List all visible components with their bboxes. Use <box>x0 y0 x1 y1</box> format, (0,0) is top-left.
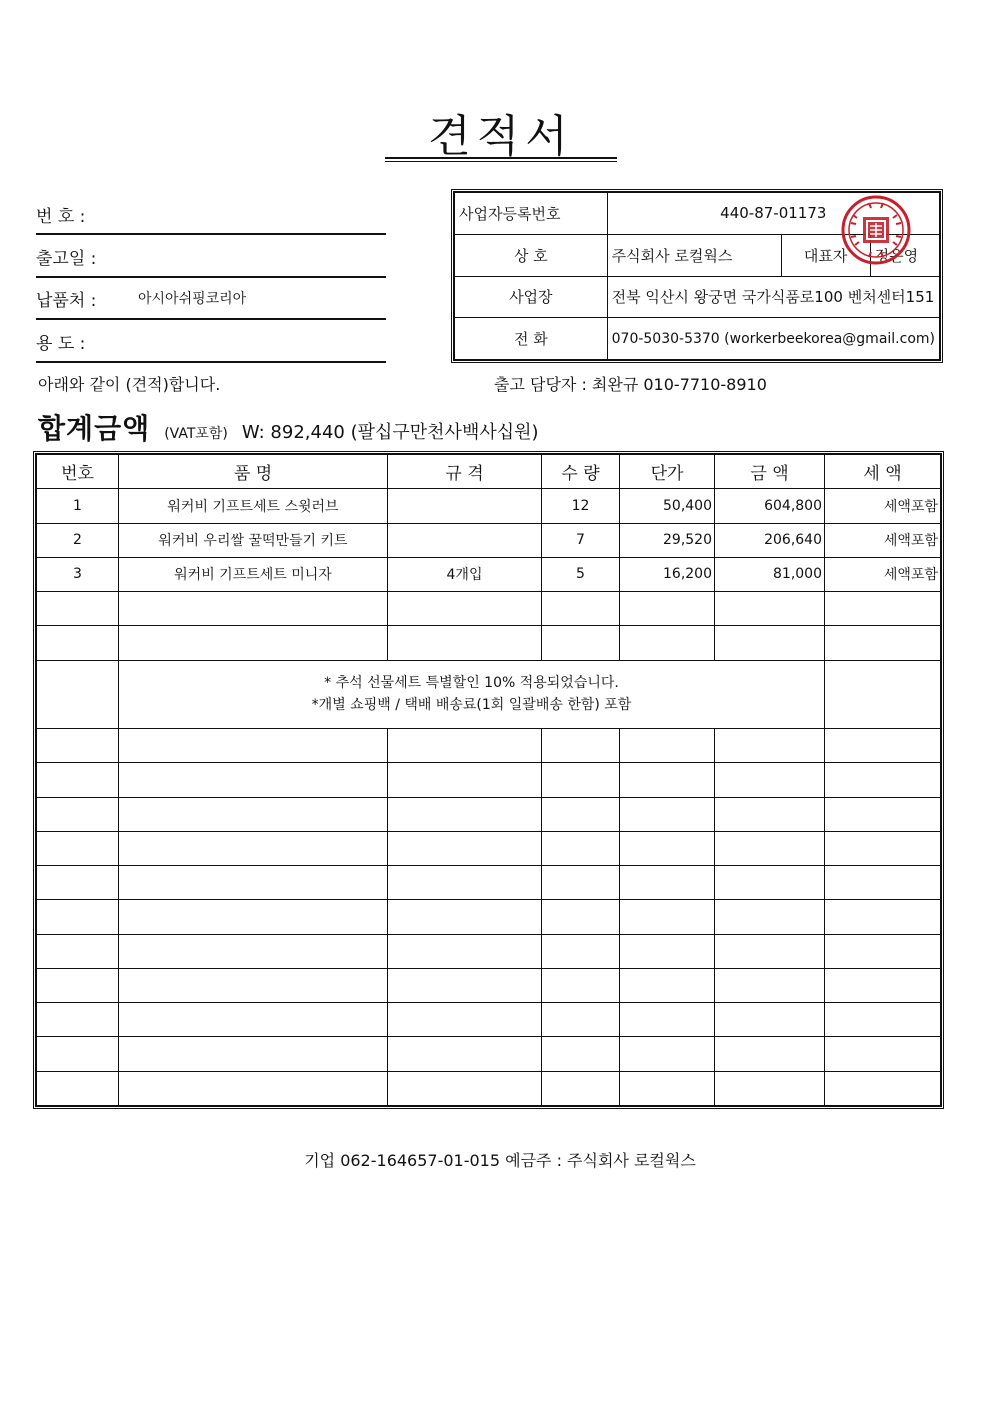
header-price: 단가 <box>620 455 715 489</box>
header-item: 품 명 <box>119 455 388 489</box>
table-row-empty <box>37 866 941 900</box>
header-tax: 세 액 <box>825 455 941 489</box>
cell-no: 1 <box>37 489 119 523</box>
representative-label: 대표자 <box>781 234 870 276</box>
cell-no: 3 <box>37 557 119 591</box>
cell-spec <box>388 489 542 523</box>
company-name-value: 주식회사 로컬웍스 <box>607 234 781 276</box>
table-note-row <box>37 660 941 729</box>
title-underline-thin <box>385 161 617 162</box>
cell-qty: 7 <box>542 523 620 557</box>
cell-no: 2 <box>37 523 119 557</box>
table-row-empty <box>37 1071 941 1105</box>
table-row <box>37 557 941 591</box>
representative-value: 정은영 <box>870 234 939 276</box>
table-row-empty <box>37 592 941 626</box>
address-value: 전북 익산시 왕궁면 국가식품로100 벤처센터151 <box>607 276 939 318</box>
field-ship-date <box>36 238 386 274</box>
cell-item: 워커비 우리쌀 꿀떡만들기 키트 <box>119 523 388 557</box>
table-row <box>37 523 941 557</box>
field-purpose-label: 용 도 : <box>36 333 86 354</box>
phone-label: 전 화 <box>455 318 608 360</box>
table-row-empty <box>37 626 941 660</box>
field-ship-date-label: 출고일 : <box>36 248 97 269</box>
cell-amount: 206,640 <box>715 523 825 557</box>
field-divider <box>36 233 386 235</box>
header-no: 번호 <box>37 455 119 489</box>
table-row-empty <box>37 797 941 831</box>
header-amount: 금 액 <box>715 455 825 489</box>
cell-price: 16,200 <box>620 557 715 591</box>
total-amount-line <box>38 407 539 447</box>
table-row-empty <box>37 831 941 865</box>
title-underline <box>385 157 617 159</box>
total-amount: W: 892,440 (팔십구만천사백사십원) <box>241 422 539 443</box>
cell-price: 50,400 <box>620 489 715 523</box>
company-seal-icon <box>839 193 913 267</box>
cell-spec <box>388 523 542 557</box>
field-divider <box>36 276 386 278</box>
field-number-label: 번 호 : <box>36 206 86 227</box>
field-recipient-value: 아시아쉬핑코리아 <box>138 291 247 307</box>
field-purpose <box>36 323 386 359</box>
cell-spec: 4개입 <box>388 557 542 591</box>
cell-tax: 세액포함 <box>825 489 941 523</box>
table-row-empty <box>37 934 941 968</box>
cell-tax: 세액포함 <box>825 557 941 591</box>
company-name-label: 상 호 <box>455 234 608 276</box>
document-title: 견적서 <box>428 111 574 162</box>
bank-account-info: 기업 062-164657-01-015 예금주 : 주식회사 로컬웍스 <box>304 1151 696 1170</box>
table-row-empty <box>37 763 941 797</box>
field-divider <box>36 318 386 320</box>
table-row <box>37 489 941 523</box>
header-spec: 규 격 <box>388 455 542 489</box>
items-table <box>33 451 944 1109</box>
cell-tax: 세액포함 <box>825 523 941 557</box>
cell-amount: 604,800 <box>715 489 825 523</box>
table-row-empty <box>37 1037 941 1071</box>
reg-no-value: 440-87-01173 <box>607 193 939 235</box>
header-qty: 수 량 <box>542 455 620 489</box>
phone-value: 070-5030-5370 (workerbeekorea@gmail.com) <box>607 318 939 360</box>
address-label: 사업장 <box>455 276 608 318</box>
field-recipient-label: 납품처 : <box>36 290 97 311</box>
table-row-empty <box>37 900 941 934</box>
total-label: 합계금액 <box>38 412 151 445</box>
table-header-row <box>37 455 941 489</box>
cell-amount: 81,000 <box>715 557 825 591</box>
cell-item: 워커비 기프트세트 미니자 <box>119 557 388 591</box>
field-recipient <box>36 280 386 316</box>
reg-no-label: 사업자등록번호 <box>455 193 608 235</box>
cell-qty: 12 <box>542 489 620 523</box>
total-vat-note: (VAT포함) <box>164 426 228 442</box>
intro-text: 아래와 같이 (견적)합니다. <box>38 375 221 394</box>
field-number <box>36 196 386 232</box>
table-row-empty <box>37 968 941 1002</box>
table-row-empty <box>37 729 941 763</box>
manager-info: 출고 담당자 : 최완규 010-7710-8910 <box>494 375 767 394</box>
field-divider <box>36 361 386 363</box>
note-discount: * 추석 선물세트 특별할인 10% 적용되었습니다. <box>324 675 619 692</box>
cell-price: 29,520 <box>620 523 715 557</box>
table-note <box>119 660 825 729</box>
cell-qty: 5 <box>542 557 620 591</box>
table-row-empty <box>37 1003 941 1037</box>
cell-item: 워커비 기프트세트 스윗러브 <box>119 489 388 523</box>
note-shipping: *개별 쇼핑백 / 택배 배송료(1회 일괄배송 한함) 포함 <box>311 697 632 714</box>
